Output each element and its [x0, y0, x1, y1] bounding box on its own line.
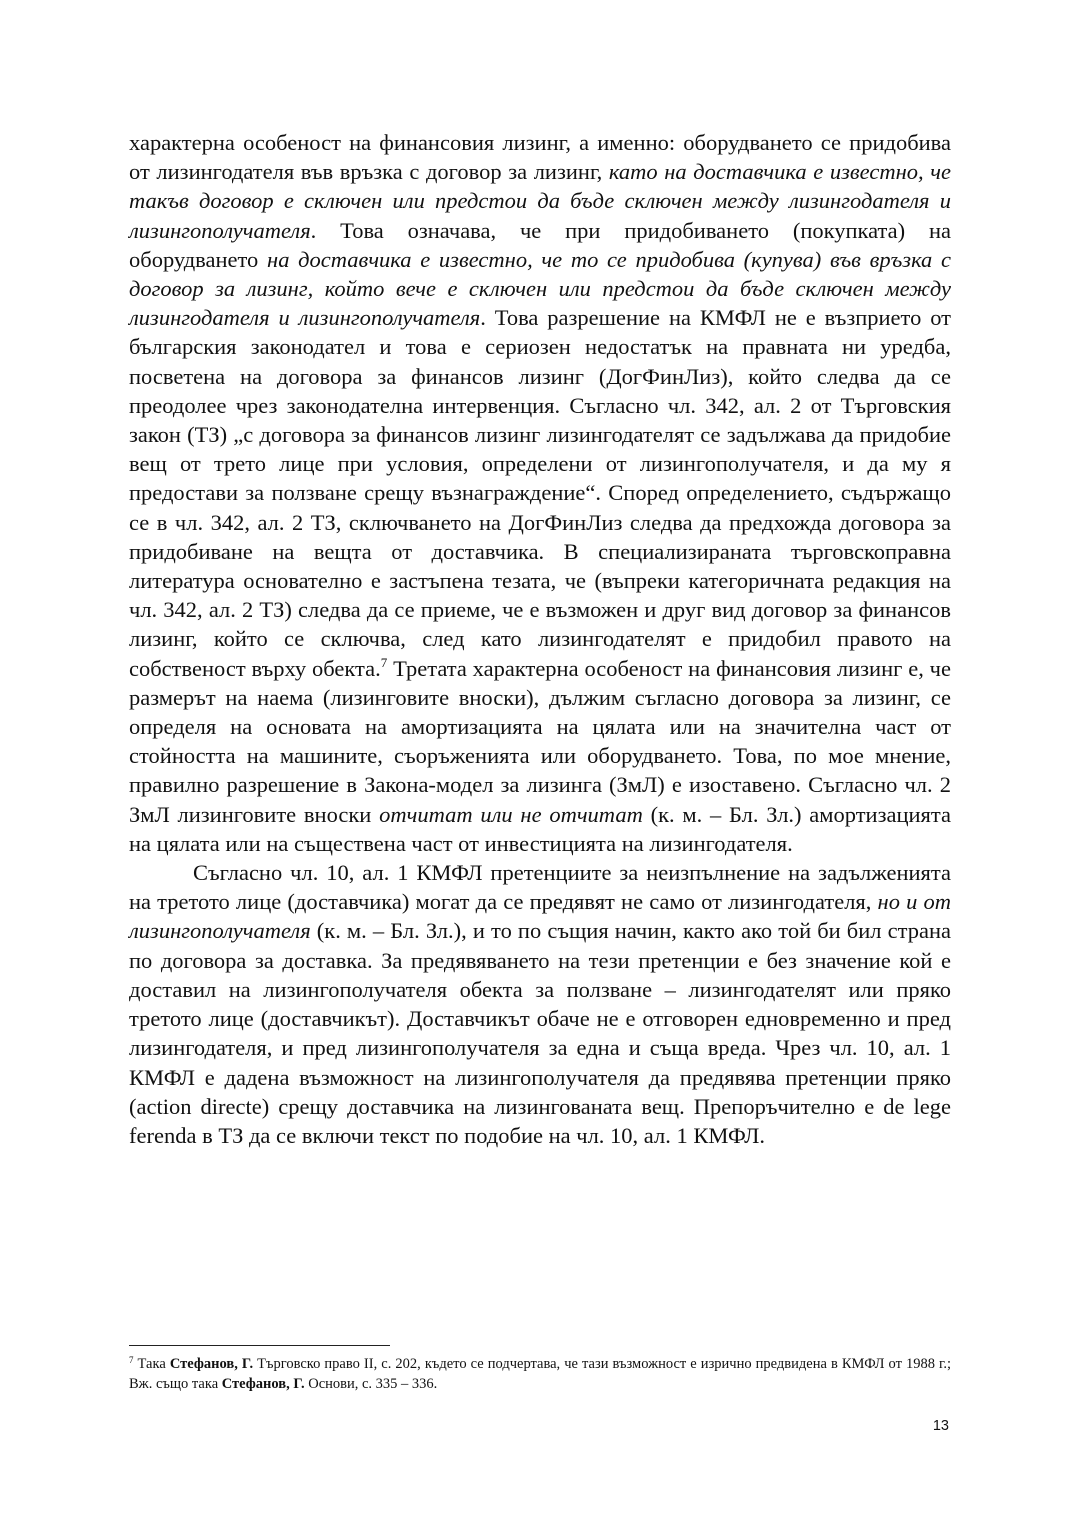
footnote-text-3: Основи, с. 335 – 336. — [304, 1376, 438, 1392]
p1-text-1: характерна особеност на финансовия лизинг, а именно: оборудването се придобива от лизингодателя във връзка с договор за лизинг, — [129, 130, 951, 185]
p1-text-3: . Това разрешение на КМФЛ не е възприето от българския законодател и това е сериозен недостатък на правната ни уредба, посветена на договора за финансов лизинг (ДогФинЛиз), който следва да се преодолее чрез законодателна интервенция. Съгласно чл. 342, ал. 2 от Търговския закон (ТЗ) „с договора за финансов лизинг лизингодателят се задължава да придобие вещ от трето лице при условия, определени от лизингополучателя, и да му я предостави за ползване срещу възнаграждение“. Според определението, съдържащо се в чл. 342, ал. 2 ТЗ, сключването на ДогФинЛиз следва да предхожда договора за придобиване на вещта от доставчика. В специализираната търговскоправна литература основателно е застъпена тезата, че (въпреки категоричната редакция на чл. 342, ал. 2 ТЗ) следва да се приеме, че е възможен и друг вид договор за финансов лизинг, който се сключва, след като лизингодателят е придобил правото на собственост върху обекта. — [129, 305, 952, 681]
p1-italic-2: на доставчика е известно, че то се придобива (купува) във връзка с договор за лизинг, който вече е сключен или предстои да бъде сключен между лизингодателя и лизингополучателя — [129, 246, 952, 331]
paragraph-2 — [129, 858, 951, 1150]
p1-text-5: (к. м. – Бл. Зл.) амортизацията на цялата или на съществена част от инвестицията на лизингодателя. — [129, 801, 951, 856]
p2-text-2: (к. м. – Бл. Зл.), и то по същия начин, както ако той би бил страна по договора за доставка. За предявяването на тези претенции е без значение кой е доставил на лизингополучателя обекта за ползване – лизингодателят или пряко третото лице (доставчикът). Доставчикът обаче не е отговорен едновременно и пред лизингодателя, и пред лизингополучателя за една и съща вреда. Чрез чл. 10, ал. 1 КМФЛ е дадена възможност на лизингополучателя да предявява претенции пряко (action directe) срещу доставчика на лизингованата вещ. Препоръчително е de lege ferenda в ТЗ да се включи текст по подобие на чл. 10, ал. 1 КМФЛ. — [129, 918, 951, 1148]
footnote-text-1: Така — [133, 1356, 170, 1372]
footnote-separator — [129, 1345, 390, 1346]
footnote-author-1: Стефанов, Г. — [169, 1356, 254, 1372]
footnote-7 — [129, 1354, 951, 1394]
p2-text-1: Съгласно чл. 10, ал. 1 КМФЛ претенциите за неизпълнение на задълженията на третото лице (доставчика) могат да се предявят не само от лизингодателя, — [129, 860, 951, 915]
p1-text-2: . Това означава, че при придобиването (покупката) на оборудването — [129, 217, 951, 272]
footnote-number: 7 — [129, 1355, 134, 1365]
p1-text-4: Третата характерна особеност на финансовия лизинг е, че размерът на наема (лизинговите вноски), дължим съгласно договора за лизинг, се определя на основата на амортизацията на цялата или на значителна част от стойността на машините, съоръженията или оборудването. Това, по мое мнение, правилно разрешение в Закона-модел за лизинга (ЗмЛ) е изоставено. Съгласно чл. 2 ЗмЛ лизинговите вноски — [129, 655, 951, 827]
p2-italic-1: но и от лизингополучателя — [129, 889, 951, 944]
p1-italic-1: като на доставчика е известно, че такъв договор е сключен или предстои да бъде сключен между лизингодателя и лизингополучателя — [129, 159, 951, 243]
page-number: 13 — [932, 1418, 949, 1434]
footnote-author-2: Стефанов, Г. — [221, 1376, 305, 1392]
p1-italic-3: отчитат или не отчитат — [379, 801, 643, 827]
paragraph-1 — [129, 128, 951, 858]
footnote-ref-7[interactable]: 7 — [380, 654, 388, 670]
footnote-text-2: Търговско право II, с. 202, където се подчертава, че тази възможност е изрично предвидена в КМФЛ от 1988 г.; Вж. също така — [129, 1356, 951, 1392]
main-text — [129, 128, 951, 1150]
